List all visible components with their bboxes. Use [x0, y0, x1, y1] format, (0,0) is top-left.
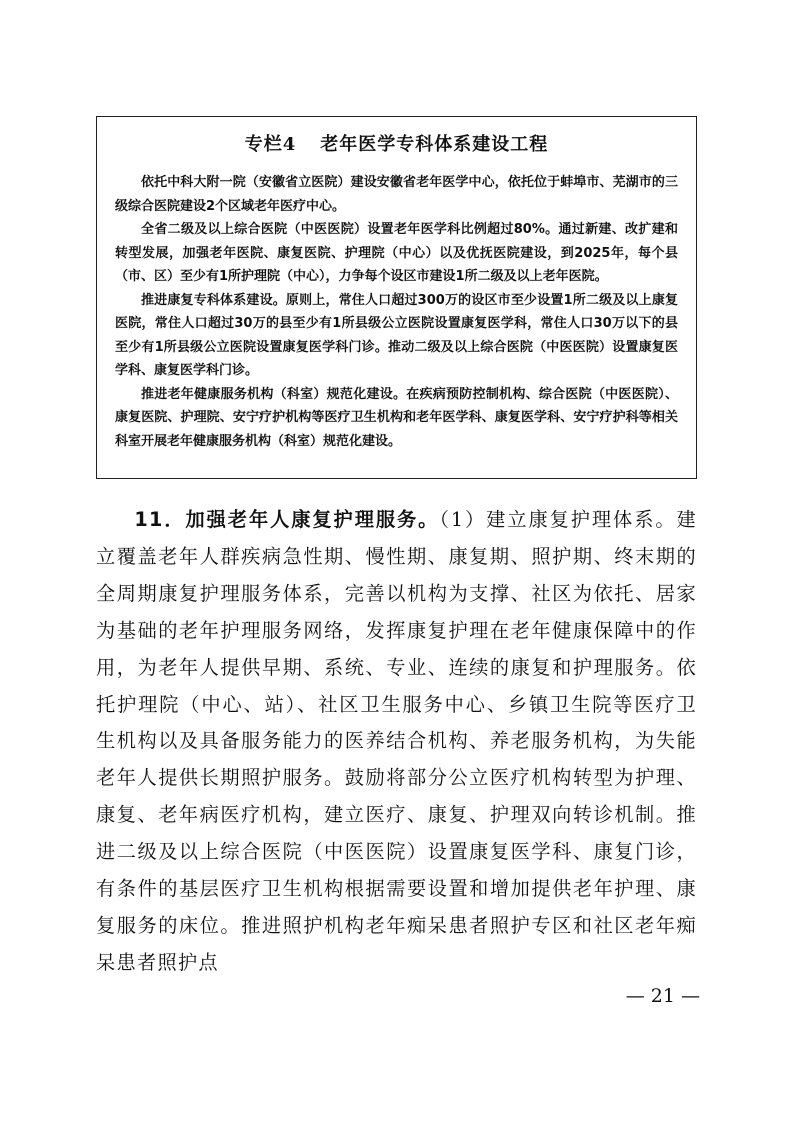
body-paragraph — [96, 502, 697, 982]
body-text — [96, 502, 697, 982]
special-column-box — [96, 116, 697, 479]
box-title-text: 老年医学专科体系建设工程 — [320, 134, 549, 155]
box-title — [115, 133, 678, 157]
box-paragraph-3: 推进康复专科体系建设。原则上，常住人口超过300万的设区市至少设置1所二级及以上康复医院，常住人口超过30万的县至少有1所县级公立医院设置康复医学科，常住人口30万以下的县至少有1所县级公立医院设置康复医学科门诊。推动二级及以上综合医院（中医医院）设置康复医学科、康复医学科门诊。 — [115, 292, 678, 378]
box-paragraph-1: 依托中科大附一院（安徽省立医院）建设安徽省老年医学中心，依托位于蚌埠市、芜湖市的三级综合医院建设2个区域老年医疗中心。 — [115, 175, 678, 214]
body-paragraph-text: （1）建立康复护理体系。建立覆盖老年人群疾病急性期、慢性期、康复期、照护期、终末期的全周期康复护理服务体系，完善以机构为支撑、社区为依托、居家为基础的老年护理服务网络，发挥康复护理在老年健康保障中的作用，为老年人提供早期、系统、专业、连续的康复和护理服务。依托护理院（中心、站）、社区卫生服务中心、乡镇卫生院等医疗卫生机构以及具备服务能力的医养结合机构、养老服务机构，为失能老年人提供长期照护服务。鼓励将部分公立医疗机构转型为护理、康复、老年病医疗机构，建立医疗、康复、护理双向转诊机制。推进二级及以上综合医院（中医医院）设置康复医学科、康复门诊，有条件的基层医疗卫生机构根据需要设置和增加提供老年护理、康复服务的床位。推进照护机构老年痴呆患者照护专区和社区老年痴呆患者照护点 — [96, 508, 697, 974]
page-number: — 21 — — [625, 985, 700, 1007]
section-heading: 11．加强老年人康复护理服务。 — [134, 508, 440, 531]
box-title-label: 专栏4 — [244, 134, 297, 155]
box-paragraph-4: 推进老年健康服务机构（科室）规范化建设。在疾病预防控制机构、综合医院（中医医院）、康复医院、护理院、安宁疗护机构等医疗卫生机构和老年医学科、康复医学科、安宁疗护科等相关科室开展老年健康服务机构（科室）规范化建设。 — [115, 386, 678, 449]
box-paragraph-2: 全省二级及以上综合医院（中医医院）设置老年医学科比例超过80%。通过新建、改扩建和转型发展，加强老年医院、康复医院、护理院（中心）以及优抚医院建设，到2025年，每个县（市、区）至少有1所护理院（中心），力争每个设区市建设1所二级及以上老年医院。 — [115, 222, 678, 284]
